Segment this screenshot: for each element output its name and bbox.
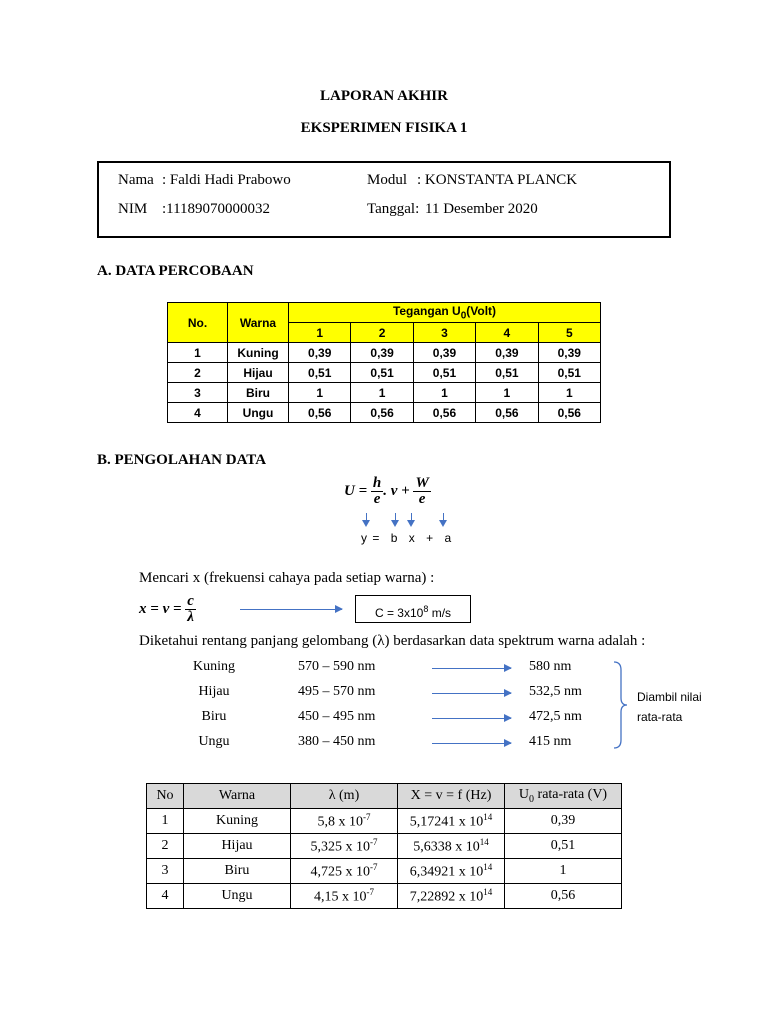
mencari-text: Mencari x (frekuensi cahaya pada setiap warna) : [139,570,435,586]
data-percobaan-table [167,302,601,423]
wl-range: 450 – 495 nm [298,709,376,724]
table-row: 4 Ungu 0,56 0,56 0,56 0,56 0,56 [168,403,601,423]
tanggal-label: Tanggal: [367,201,420,217]
nama-label: Nama [118,172,154,188]
diketahui-text: Diketahui rentang panjang gelombang (λ) berdasarkan data spektrum warna adalah : [139,633,646,649]
section-b-heading: B. PENGOLAHAN DATA [97,452,267,468]
nim-label: NIM [118,201,148,217]
curly-brace-icon [612,660,628,750]
table-row: 2 Hijau 0,51 0,51 0,51 0,51 0,51 [168,363,601,383]
report-subtitle: EKSPERIMEN FISIKA 1 [300,120,468,136]
trial-header: 4 [476,323,538,343]
wl-color: Kuning [193,659,235,674]
planck-equation: U = $\frac{h}{e}$ . v + $\frac{W}{e}$ [344,475,429,507]
arrow-down-icon [366,513,367,525]
arrow-down-icon [395,513,396,525]
linear-mapping: y = b x + a [361,531,452,545]
table-row: 3 Biru 4,725 x $10^{-7}$ 6,34921 x $10^{14}$ 1 [147,859,622,884]
col-u0-header: $U_0$ rata-rata (V) [505,784,622,809]
table-row: 4 Ungu 4,15 x $10^{-7}$ 7,22892 x $10^{14}$ 0,56 [147,884,622,909]
arrow-right-icon [432,743,511,744]
wl-avg: 532,5 nm [529,684,582,699]
table-row: 2 Hijau 5,325 x $10^{-7}$ 5,6338 x $10^{14}$ 0,51 [147,834,622,859]
wl-range: 380 – 450 nm [298,734,376,749]
tanggal-value: 11 Desember 2020 [425,201,538,217]
arrow-right-icon [240,609,342,610]
wl-avg: 580 nm [529,659,572,674]
report-title: LAPORAN AKHIR [320,88,448,104]
col-warna-header: Warna [228,303,289,343]
arrow-right-icon [432,668,511,669]
modul-label: Modul [367,172,408,188]
col-warna-header: Warna [184,784,291,809]
speed-of-light-box: $C = 3x10^8$ m/s [355,595,471,623]
col-no-header: No. [168,303,228,343]
arrow-right-icon [432,718,511,719]
trial-header: 1 [289,323,351,343]
col-no-header: No [147,784,184,809]
wl-range: 570 – 590 nm [298,659,376,674]
identity-box [97,161,671,238]
wl-color: Ungu [198,734,230,749]
trial-header: 2 [351,323,413,343]
table-row: 3 Biru 1 1 1 1 1 [168,383,601,403]
wl-avg: 415 nm [529,734,572,749]
frequency-equation: x = v = $\frac{c}{\lambda}$ [139,593,194,625]
pengolahan-data-table [146,783,622,909]
arrow-right-icon [432,693,511,694]
brace-note-line1: Diambil nilai [637,690,702,704]
arrow-down-icon [443,513,444,525]
modul-value: : KONSTANTA PLANCK [417,172,578,188]
nama-value: : Faldi Hadi Prabowo [162,172,291,188]
section-a-heading: A. DATA PERCOBAAN [97,263,254,279]
arrow-down-icon [411,513,412,525]
wl-color: Biru [201,709,227,724]
trial-header: 3 [413,323,475,343]
trial-header: 5 [538,323,600,343]
table-row: 1 Kuning 5,8 x $10^{-7}$ 5,17241 x $10^{14}$ 0,39 [147,809,622,834]
col-freq-header: X = v = f (Hz) [398,784,505,809]
col-lambda-header: λ (m) [291,784,398,809]
wl-avg: 472,5 nm [529,709,582,724]
col-tegangan-header: Tegangan $U_0(Volt)$ [289,303,601,323]
wl-range: 495 – 570 nm [298,684,376,699]
wl-color: Hijau [198,684,230,699]
table-row: 1 Kuning 0,39 0,39 0,39 0,39 0,39 [168,343,601,363]
nim-value: :11189070000032 [162,201,271,217]
brace-note-line2: rata-rata [637,710,683,724]
